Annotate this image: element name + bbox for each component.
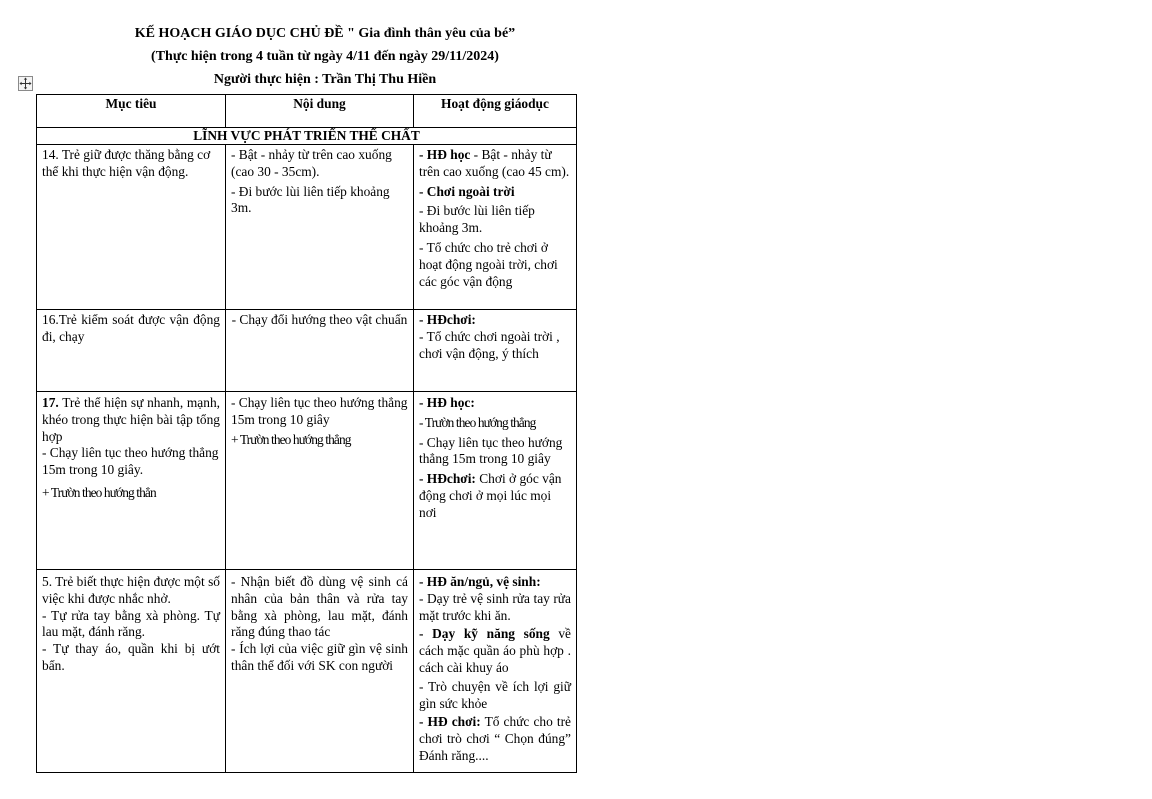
column-header-noi-dung: Nội dung [226,95,414,128]
cell-noi-dung [226,145,414,310]
cell-text: - Chạy liên tục theo hướng thẳng 15m trong 10 giây. [42,445,219,478]
activity-label: - Chơi ngoài trời [419,183,515,199]
cell-text: - Chạy liên tục theo hướng thẳng 15m trong 10 giây [231,395,408,427]
cell-text: 16.Trẻ kiểm soát được vận động đi, chạy [42,312,220,344]
cell-text: - Tự rửa tay bằng xà phòng. Tự lau mặt, đánh răng. [42,607,220,640]
cell-hoat-dong [414,392,577,570]
cell-text: - Tổ chức chơi ngoài trời , chơi vận động, ý thích [419,328,560,361]
cell-text: - Trườn theo hướng thẳng [419,414,536,430]
table-row [37,392,577,570]
cell-text: - Đi bước lùi liên tiếp khoảng 3m. [419,203,535,236]
education-plan-table [36,94,577,773]
cell-muc-tieu [37,392,226,570]
cell-text: 5. Trẻ biết thực hiện được một số việc khi được nhắc nhở. [42,574,220,606]
cell-text: về cách mặc quần áo phù hợp . cách cài khuy áo [419,626,571,675]
goal-number: 17. [42,395,59,410]
cell-noi-dung [226,392,414,570]
document-subtitle: (Thực hiện trong 4 tuần từ ngày 4/11 đến ngày 29/11/2024) [151,49,499,64]
activity-label: - HĐ học [419,147,471,162]
column-header-hoat-dong: Hoạt động giáodục [414,95,577,128]
cell-text: - Ích lợi của việc giữ gìn vệ sinh thân thể đối với SK con người [231,641,408,673]
cell-paragraph [419,184,571,201]
cell-paragraph [419,574,571,591]
cell-noi-dung [226,310,414,392]
cell-text: 14. Trẻ giữ được thăng bằng cơ thể khi thực hiện vận động. [42,147,211,179]
activity-label: - HĐ chơi: [419,714,481,730]
activity-label: - HĐ ăn/ngủ, vệ sinh: [419,574,541,589]
cell-text: - Trò chuyện về ích lợi giữ gìn sức khỏe [419,678,571,711]
table-row [37,310,577,392]
cell-paragraph [419,714,571,764]
cell-text: - Bật - nhảy từ trên cao xuống (cao 30 - 35cm). [231,147,392,179]
cell-text: + Trườn theo hướng thẳng [231,431,351,447]
cell-hoat-dong [414,310,577,392]
table-header-row [37,95,577,128]
table-row [37,145,577,310]
cell-text: Trẻ thể hiện sự nhanh, mạnh, khéo trong thực hiện bài tập tổng hợp [42,395,220,444]
cell-hoat-dong [414,570,577,773]
cell-text: - Đi bước lùi liên tiếp khoảng 3m. [231,183,390,216]
cell-paragraph [42,395,220,445]
cell-muc-tieu [37,570,226,773]
cell-paragraph [419,626,571,676]
table-move-handle-icon[interactable] [18,76,33,91]
cell-text: - Tự thay áo, quần khi bị ướt bẩn. [42,641,220,673]
activity-label: - HĐchơi: [419,471,476,487]
cell-text: - Nhận biết đồ dùng vệ sinh cá nhân của bản thân và rửa tay bằng xà phòng, lau mặt, đánh răng đúng thao tác [231,574,408,640]
column-header-muc-tieu: Mục tiêu [37,95,226,128]
cell-text: - Tổ chức cho trẻ chơi ở hoạt động ngoài trời, chơi các góc vận động [419,239,558,289]
cell-text: - Dạy trẻ vệ sinh rửa tay rửa mặt trước khi ăn. [419,590,571,623]
cell-hoat-dong [414,145,577,310]
cell-text: + Trườn theo hướng thẳn [42,484,156,500]
cell-text: Chơi ở góc vận động chơi ở mọi lúc mọi nơi [419,471,562,520]
cell-noi-dung [226,570,414,773]
document-author: Người thực hiện : Trần Thị Thu Hiền [213,72,437,87]
activity-label: - HĐ học: [419,395,475,410]
cell-paragraph [419,395,571,412]
cell-muc-tieu [37,145,226,310]
cell-text: - Chạy đổi hướng theo vật chuẩn [231,312,408,327]
section-row [37,128,577,145]
section-title: LĨNH VỰC PHÁT TRIỂN THỂ CHẤT [37,128,577,145]
cell-text: - Bật - nhảy từ trên cao xuống (cao 45 cm). [419,147,570,179]
activity-label: - HĐchơi: [419,312,476,327]
table-row [37,570,577,773]
cell-paragraph [419,471,571,521]
document-title: KẾ HOẠCH GIÁO DỤC CHỦ ĐỀ " Gia đình thân yêu của bé” [134,26,516,41]
cell-paragraph [419,147,571,181]
cell-text: Tổ chức cho trẻ chơi trò chơi “ Chọn đúng” Đánh răng.... [419,714,571,763]
cell-muc-tieu [37,310,226,392]
cell-text: - Chạy liên tục theo hướng thẳng 15m trong 10 giây [419,434,563,467]
activity-label: - Dạy kỹ năng sống [419,626,550,642]
cell-paragraph [419,312,571,329]
